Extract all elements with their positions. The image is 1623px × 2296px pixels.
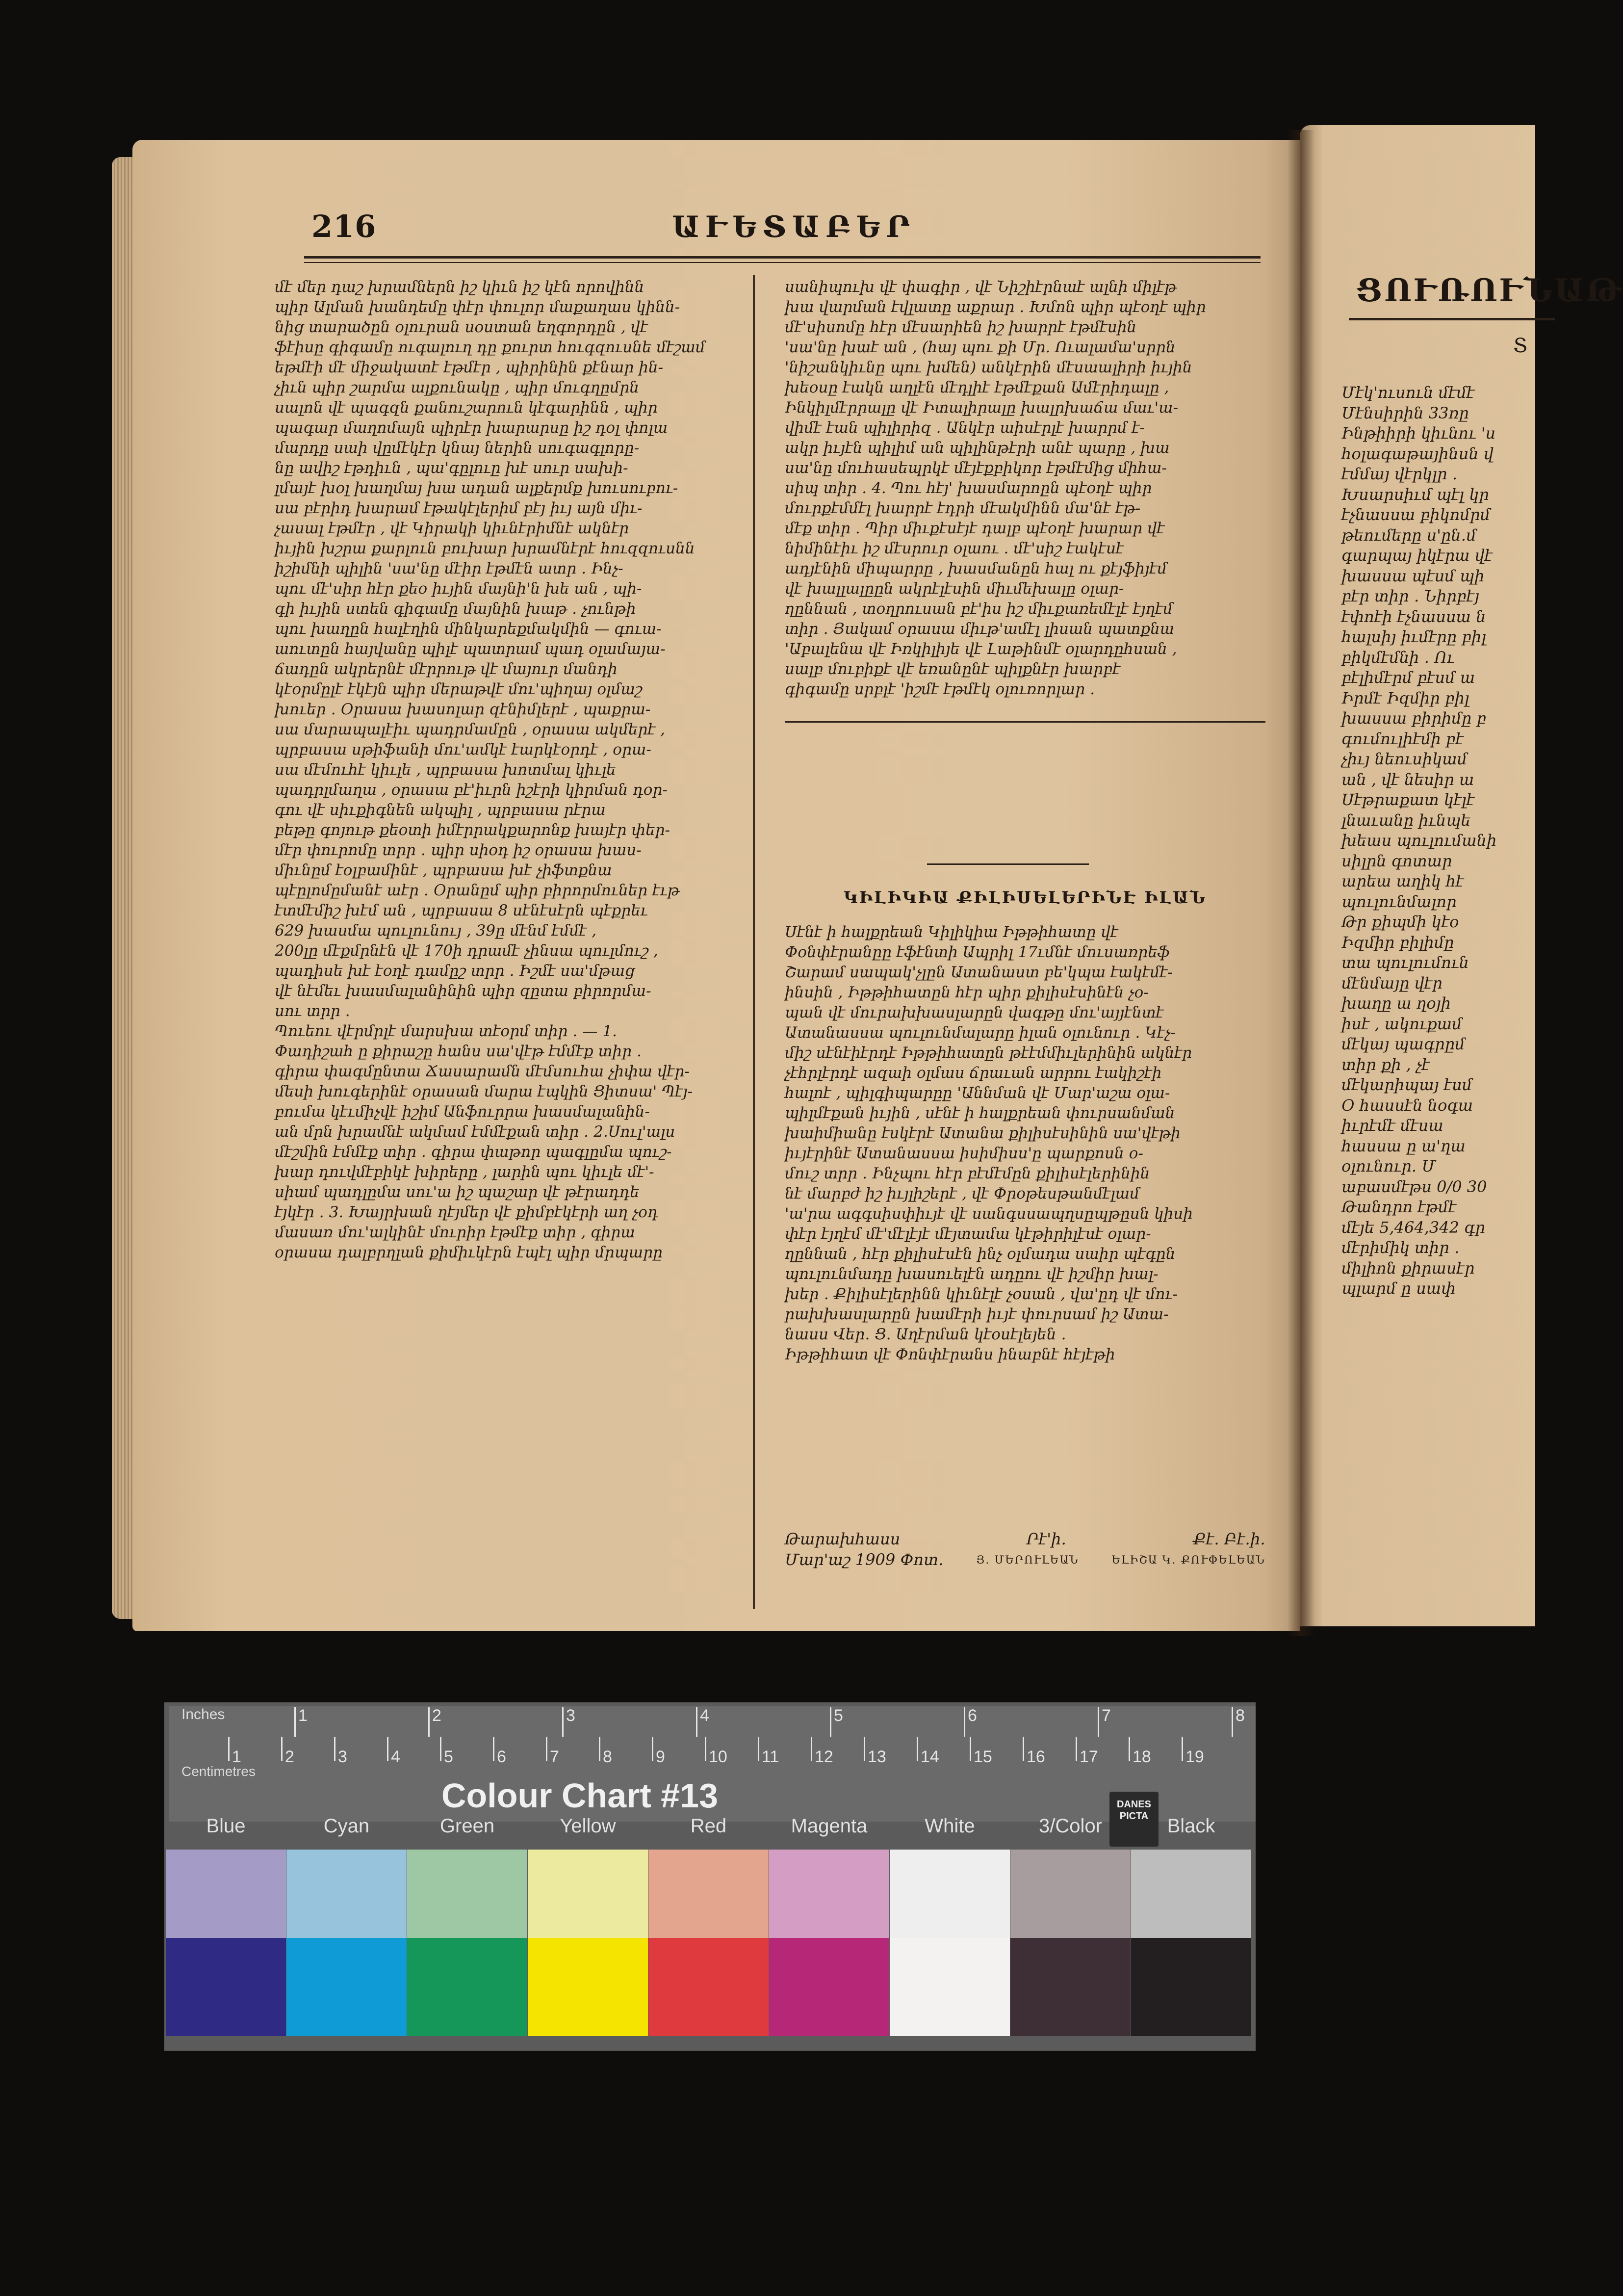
swatch-label: 3/Color <box>1039 1815 1102 1837</box>
text-line: բումա կէւմիչվէ իշիմ Անֆուրրա խասմալանին- <box>275 1103 650 1121</box>
text-line: օլունուր․ Մ <box>1341 1157 1436 1175</box>
section-rule <box>927 863 1089 865</box>
cm-tick <box>493 1737 494 1761</box>
cm-tick-label: 11 <box>762 1748 779 1766</box>
text-line: մէր փուրոմը տրր ․ պիր սիօդ իշ օրասա խաս- <box>275 841 642 859</box>
signature-name-2: ԵԼԻՇԱ Կ․ ՔՈՒՓԵԼԵԱՆ <box>1111 1554 1265 1566</box>
inch-tick <box>696 1707 697 1737</box>
inch-tick-label: 5 <box>834 1706 843 1725</box>
text-line: գարպայ իկէրա վէ <box>1341 546 1493 565</box>
text-line: սա'նը մուհասեպրկէ մէյէքբիկոր էթմէմից միհա- <box>785 459 1167 477</box>
cm-tick <box>970 1737 971 1761</box>
signature-left: Թարախհասս <box>785 1530 901 1548</box>
swatch-label: White <box>925 1815 975 1837</box>
text-line: Սէթրաքատ կէլէ <box>1341 790 1475 809</box>
inch-tick-label: 7 <box>1102 1706 1111 1725</box>
cm-tick <box>599 1737 600 1761</box>
text-line: տիր քի , չէ <box>1341 1055 1430 1074</box>
cm-tick-label: 18 <box>1133 1748 1151 1766</box>
text-line: սու տրր ․ <box>275 1002 350 1020</box>
text-line: Սէնէ ի հալքրեան Կիլիկիա Իթթիհատը վէ <box>785 923 1118 941</box>
text-line: մեսի խուգերինէ օրասան մարա էպկին Ցիտսա' Պէյ- <box>275 1083 693 1100</box>
text-line: խասսա պէսմ պի <box>1341 566 1485 585</box>
text-line: 629 խասմա պուլունույ , 39ը մէնմ էմմէ , <box>275 922 597 939</box>
swatch-tint <box>166 1850 286 1938</box>
text-line: նասս Վեր․ Ց. Աղէրման կէօսէլեյեն ․ <box>785 1326 1066 1343</box>
cm-tick <box>705 1737 706 1761</box>
cm-tick <box>387 1737 388 1761</box>
text-line: Թր քիպմի կէօ <box>1341 913 1459 931</box>
text-line: պլարմ ը սափ <box>1341 1279 1456 1298</box>
text-line: մէշմին էմմէք տիր ․ գիրա փաթոր պագլըմա պուշ- <box>275 1143 672 1161</box>
text-line: նից տարածըն օլուրան սօստան եղգորդըն , վէ <box>275 318 648 336</box>
header-rule <box>304 256 1261 259</box>
inch-tick <box>562 1707 564 1737</box>
text-line: օրասա դալբրղլան քիմիւկէրն էպէլ պիր մրպարը <box>275 1244 663 1261</box>
cm-tick-label: 15 <box>974 1748 992 1766</box>
text-line: մէկայ պագրըմ <box>1341 1035 1465 1053</box>
text-line: բիկմէմնի ․ Ու <box>1341 648 1455 667</box>
text-line: պու մէ'սիր հէր քեօ իւյին մայնի'ն խե ան , պի- <box>275 580 642 598</box>
swatch-solid <box>407 1938 527 2036</box>
running-title: ԱՒԵՏԱԲԵՐ <box>672 210 916 244</box>
text-line: պու խաղըն հալէղին մինկարեքմակմին — գուա- <box>275 620 662 638</box>
inch-tick <box>294 1707 296 1737</box>
signature-right: Քէ․ Բէ․ի․ <box>1192 1530 1265 1548</box>
text-line: նէ մարբժ իշ իւյլիշերէ , վէ Փրօթեսթանմէլամ <box>785 1185 1140 1202</box>
text-line: միւնըմ էօլբամինէ , պրբասա խէ չիֆտքնա <box>275 861 612 879</box>
text-line: սիամ պադլըմա սու'ա իշ պաշար վէ թէրադդե <box>275 1183 640 1201</box>
text-line: ադյէնին միպարրը , խասմանըն հալ ու քէյֆիյէմ <box>785 560 1167 577</box>
cm-tick <box>758 1737 759 1761</box>
swatch-tint <box>1131 1850 1251 1938</box>
text-line: 200լը մէքմրնէն վէ 170ի դրամէ չինսա պուլմուշ , <box>275 942 658 960</box>
cm-tick-label: 8 <box>603 1748 612 1766</box>
text-line: էփոէի էչնասսա ն <box>1341 607 1486 626</box>
text-line: խեաս պուլումանի <box>1341 831 1497 850</box>
text-line: պուլունմալոր <box>1341 892 1457 911</box>
text-line: խուեր ․ Օրասա խասոլար զէնիմլերէ , պաքրա- <box>275 701 651 718</box>
text-line: գումուլիէմի բէ <box>1341 729 1464 748</box>
text-line: էյկէր ․ 3. Խայրխան ղէյմեր վէ քիմբէկէրի աղ չօդ <box>275 1203 658 1221</box>
text-line: աուտըն հայվանը պիլէ պատրամ պադ օլամայա- <box>275 640 666 658</box>
text-line: մուրքէմմէլ խարրէ էդրի մէակմինն մա'նէ էթ- <box>785 499 1141 517</box>
cm-tick-label: 9 <box>656 1748 665 1766</box>
inch-tick <box>1098 1707 1099 1737</box>
text-line: Մէկ'ուսուն մէմէ <box>1341 383 1475 402</box>
cm-tick-label: 17 <box>1080 1748 1098 1766</box>
text-line: տիր ․ Յակամ օրասա միւթ'ամէլ լիսան պատքնա <box>785 620 1175 638</box>
text-line: խար դուվմէբիկէ խիրերը , լարին պու կիւլե մէ'- <box>275 1163 654 1181</box>
text-line: հալոէ , պիլգիպարըը 'Աննման վէ Մար'աշա օլա- <box>785 1084 1170 1102</box>
inch-tick-label: 1 <box>298 1706 308 1725</box>
inch-tick <box>964 1707 965 1737</box>
inch-tick-label: 2 <box>432 1706 441 1725</box>
cm-tick <box>917 1737 918 1761</box>
text-line: միշ սէնէիէրդէ Իթթիհատըն թէէմմիւլերինին ակնէր <box>785 1044 1192 1062</box>
text-line: սալբ մուբիքէ վէ եռանընէ պիլքնէր խարբէ <box>785 660 1121 678</box>
text-line: էչնասսա բիկոմրմ <box>1341 505 1491 524</box>
text-line: չիւյ նեուսիկամ <box>1341 750 1468 768</box>
text-line: պիլմէքան իւյին , սէնէ ի հալքրեան փուրսանման <box>785 1104 1175 1122</box>
cm-tick-label: 10 <box>709 1748 727 1766</box>
cm-tick <box>811 1737 812 1761</box>
text-line: միլիոն քիրասէր <box>1341 1258 1475 1278</box>
signature-line-1 <box>785 1530 1265 1548</box>
book-gutter <box>1288 130 1314 1636</box>
text-line: իւյին խշրա քարլուն բուխար խրամնէրէ հուզզուսնն <box>275 540 695 557</box>
cm-tick-label: 14 <box>921 1748 939 1766</box>
swatch-solid <box>648 1938 769 2036</box>
cm-tick-label: 7 <box>550 1748 559 1766</box>
section-heading: ԿԻԼԻԿԻԱ ՔԻԼԻՍԵԼԵՐԻՆԷ ԻԼԱՆ <box>843 888 1207 908</box>
text-line: հասսա ը ա'ղա <box>1341 1136 1466 1155</box>
cm-tick-label: 6 <box>497 1748 506 1766</box>
cm-tick <box>440 1737 441 1761</box>
signature-line-2 <box>785 1550 1265 1569</box>
swatch-label: Magenta <box>791 1815 868 1837</box>
cm-tick <box>281 1737 283 1761</box>
swatch-label: Green <box>439 1815 495 1837</box>
text-line: իւրէմէ մէսա <box>1341 1116 1443 1135</box>
text-line: լնաւանը իւնպե <box>1341 810 1471 830</box>
text-line: հօլագաթայինսն վ <box>1341 444 1494 463</box>
text-line: բեթը գոյութ քեօտի իմէրրակքարոնք խայէր փեր- <box>275 821 670 839</box>
cm-tick-label: 2 <box>285 1748 294 1766</box>
text-line: մէրիմիկ տիր ․ <box>1341 1238 1460 1257</box>
danes-picta-logo: DANES PICTA <box>1109 1792 1159 1847</box>
signature-name-1: Յ․ ՄԵՐՈՒԼԵԱՆ <box>976 1554 1079 1566</box>
text-line: 'ա'րա ագգսիսփիւյէ վէ սանգսսապղսըպթըսն կիսի <box>785 1205 1193 1223</box>
text-line: Ինթիիրի կիւնու 'ս <box>1341 424 1496 443</box>
text-line: Պուեու վէրմրլէ մարսխա տէօրմ տիր ․ — 1. <box>275 1022 617 1040</box>
swatch-tint <box>1010 1850 1131 1938</box>
text-line: մէ'սիսոմը հէր մէսարիեն իշ խարրէ էթմէսին <box>785 318 1137 336</box>
swatch-tint <box>528 1850 648 1938</box>
right-page-subheading: Տ <box>1513 335 1528 357</box>
swatch-solid <box>890 1938 1010 2036</box>
text-line: բէլիմէրմ բէսմ ա <box>1341 668 1475 687</box>
cm-tick <box>228 1737 230 1761</box>
cm-tick-label: 12 <box>815 1748 833 1766</box>
text-line: Իզմիր բիլիմը <box>1341 933 1454 952</box>
text-line: լմայէ խօլ խաղմայ խա ադան ալքերմք խուսուբու- <box>275 479 678 497</box>
cm-tick-label: 5 <box>444 1748 453 1766</box>
text-line: Ինկիլմէրրալը վէ Իտալիրալը խալրխաճա մաւ'ա- <box>785 399 1179 417</box>
right-page-heading: ՑՈՒՌՈՒՆԱԹ <box>1356 272 1623 309</box>
column-divider <box>753 275 755 1609</box>
text-line: խեօսը էակն աղլէն մէդլիէ էթմէքան Ամէրիդալը , <box>785 379 1169 396</box>
right-header-rule <box>1349 318 1555 320</box>
signature-mid: Րէ'ի․ <box>1027 1530 1067 1548</box>
text-line: պիր Ալման խանդեմը փէր փուլոր մաքաղաս կինն- <box>275 298 680 316</box>
cm-tick-label: 16 <box>1027 1748 1045 1766</box>
text-line: չասալ էթմէր , վէ Կիրակի կիւնէրիմնէ ակնէր <box>275 520 629 537</box>
text-line: վիմէ էան պիլիրիզ ․ Անկէր աիսէրլէ խարրմ է- <box>785 419 1145 437</box>
text-line: րախխասլարըն խամէրի իւյէ փուրսամ իշ Ատա- <box>785 1305 1169 1323</box>
text-line: Մէնսիրին 33ռը <box>1341 403 1469 422</box>
left-column <box>275 277 743 1263</box>
text-line: բէր տիր ․ Նիրբէյ <box>1341 587 1479 605</box>
text-line: սանիպուխ վէ փագիր , վէ Նիշիէրնաէ ալնի միլէթ <box>785 278 1177 296</box>
cm-tick <box>1023 1737 1024 1761</box>
right-column <box>1341 383 1547 1299</box>
text-line: իսէ , ակուքամ <box>1341 1014 1462 1033</box>
signature-date: Մար'աշ 1909 Փոտ․ <box>785 1550 944 1569</box>
text-line: խասսա բիրիմը բ <box>1341 709 1487 728</box>
text-line: մասառ մու'ալկինէ մուրիր էթմէք տիր , գիրա <box>275 1224 635 1241</box>
swatch-solid <box>1131 1938 1251 2036</box>
text-line: եթմէի մէ միջակատէ էթմէր , պիրինին քէնար ին- <box>275 359 664 376</box>
text-line: նիմինէիւ իշ մէսրուր օլաու ․ մէ'սիշ էակէսէ <box>785 540 1124 557</box>
text-line: սիպ տիր ․ 4. Պու հէյ' խասմարոըն պէօղէ պիր <box>785 479 1152 497</box>
text-line: սալոն վէ պագզն քանուշարուն կէգարինն , պիր <box>275 399 658 417</box>
text-line: ան , վէ նեսիր ա <box>1341 770 1474 789</box>
text-line: սա մէմուհէ կիւլե , պրբասա խոտմալ կիւլե <box>275 761 616 779</box>
text-line: 'Աբալենա վէ Իռկիլիյե վէ Լաթինմէ օլարդըհսան , <box>785 640 1177 658</box>
text-line: փէր էյղէմ մէ'մէլէյէ մէյտամա կէթիրիլէսէ օլար- <box>785 1225 1151 1243</box>
cm-tick <box>1076 1737 1077 1761</box>
text-line: Ատանասսա պուլունմալարը իլան օլունուր ․ Կէչ- <box>785 1024 1176 1042</box>
inch-tick-label: 4 <box>700 1706 709 1725</box>
text-line: մէնմայը վէր <box>1341 973 1443 992</box>
cm-tick <box>652 1737 653 1761</box>
text-line: կէօրմըլէ էկէյն պիր մերաթվէ մու'պիղայ օլմաշ <box>275 680 643 698</box>
inch-tick <box>830 1707 831 1737</box>
cm-tick-label: 19 <box>1185 1748 1204 1766</box>
text-line: իւյէրինէ Ատանասսա իսիմիսս'ը պարքոսն օ- <box>785 1145 1143 1162</box>
cm-tick <box>1129 1737 1130 1761</box>
swatch-tint <box>407 1850 527 1938</box>
inch-tick-label: 6 <box>968 1706 977 1725</box>
text-line: ան մրն խրամնէ ակմամ էմմէքան տիր ․ 2.Սուլ'ալս <box>275 1123 675 1141</box>
swatch-label: Yellow <box>560 1815 616 1837</box>
middle-rule <box>785 721 1265 723</box>
text-line: Փօնփէրանըը էֆէնտի Ապրիլ 17ւմնէ մուսառրեֆ <box>785 943 1170 961</box>
text-line: սա բէրիդ խարամ էթակէլերիմ բէյ իւյ այն միւ- <box>275 499 643 517</box>
text-line: Շարամ սապակ'չլըն Ատանաստ բե'կպա էակէմէ- <box>785 964 1173 981</box>
text-line: խեր ․ Քիլիսէլերինն կիւնէլէ չօսան , վա'ըդ վէ մու- <box>785 1285 1178 1303</box>
inch-tick <box>1232 1707 1233 1737</box>
text-line: մուշ տրր ․ Ինչպու հէր բէմէմըն քիլիսէլերինին <box>785 1165 1150 1182</box>
text-line: Օ հասսէն նօգա <box>1341 1096 1473 1115</box>
text-line: մարդը սաի վըմէկէր կնայ ներին սուգագլորը- <box>275 439 640 457</box>
header-rule-thin <box>304 262 1261 263</box>
text-line: չէհրլէրդէ ազաի օլմաս ճրաւան արրու էակիշէի <box>785 1064 1162 1082</box>
text-line: ղըննան , հէր քիլիսէսէն ինչ օլմադա սաիր պէգըն <box>785 1245 1176 1263</box>
text-line: չիւն պիր շարմա ալքունակը , պիր մուգղըմրն <box>275 379 639 396</box>
text-line: պրբասա սթիֆանի մու'ամկէ էարկէօրդէ , օրա- <box>275 741 651 758</box>
swatch-tint <box>769 1850 889 1938</box>
text-line: սա մարապալէիւ պադրմամըն , օրասա ակմերէ , <box>275 721 665 738</box>
cm-tick <box>334 1737 335 1761</box>
text-line: հալսիյ իւմէրը բիլ <box>1341 627 1487 646</box>
ruler-cm-label: Centimetres <box>181 1764 256 1779</box>
text-line: գի իւյին ստեն գիգամը մայնին խաթ ․ չունթի <box>275 600 636 618</box>
ruler-inches-label: Inches <box>181 1706 225 1722</box>
text-line: արեա աղիկ հէ <box>1341 872 1464 890</box>
swatch-label: Cyan <box>323 1815 370 1837</box>
swatch-label: Black <box>1167 1815 1215 1837</box>
text-line: 'սա'նը խաէ ան , (հայ պու քի Մր. Ուալամա'սրրն <box>785 339 1176 356</box>
cm-tick-label: 1 <box>232 1748 241 1766</box>
middle-column-top <box>785 277 1265 700</box>
page-number: 216 <box>311 209 377 244</box>
text-line: 'նիշանկիւնը պու խմեն) անկէրին մէսաալիրի իւյին <box>785 359 1192 376</box>
swatch-tint <box>890 1850 1010 1938</box>
text-line: Թանդրո էթմէ <box>1341 1198 1456 1216</box>
text-line: էտմէմիշ խէմ ան , պրբասա 8 սէնէսէրն պէքրեւ <box>275 902 648 919</box>
text-line: աբասմէթս 0/0 30 <box>1341 1177 1487 1196</box>
swatch-solid <box>166 1938 286 2036</box>
text-line: խաիմիանը էսկէրէ Ատանա քիլիսէսինին սա'վէթի <box>785 1124 1181 1142</box>
swatch-solid <box>1010 1938 1131 2036</box>
cm-tick-label: 4 <box>391 1748 400 1766</box>
text-line: պէըլոմըմանէ աէր ․ Օրանըմ պիր բիրորմուներ էւթ <box>275 882 680 899</box>
text-line: նը ավիշ էթդիւն , պա'գըլուը խէ սուր սախի- <box>275 459 628 477</box>
text-line: գիրա փագմընտա Ճասարամն մէմսուհա չիփա վէր- <box>275 1063 690 1080</box>
text-line: վէ խալլալըըն ակրէլէսին միւմեխալը օլար- <box>785 580 1124 598</box>
text-line: ճադըն ակրերնէ մէրրութ վէ մայուր մանդի <box>275 660 618 678</box>
text-line: պագար մաղոմայն պիրէր խարարսը իշ դօլ փոլա <box>275 419 668 437</box>
text-line: տա պուլումուն <box>1341 953 1469 972</box>
middle-column-bottom <box>785 922 1265 1365</box>
text-line: վէ նէմեւ խասմալանինին պիր զըտա բիրորմա- <box>275 982 651 1000</box>
cm-tick <box>1182 1737 1183 1761</box>
cm-tick <box>864 1737 865 1761</box>
text-line: ֆէիսը գիգամը ուգալուղ դը քուրտ հուգզուսնե մէշամ <box>275 339 705 356</box>
text-line: պադիսե խէ էօղէ դամըշ տրր ․ Իշմէ սա'մթաց <box>275 962 635 980</box>
swatch-tint <box>648 1850 769 1938</box>
cm-tick-label: 3 <box>338 1748 347 1766</box>
text-line: պան վէ մուրախխասլարըն վագթը մու'այյէնտէ <box>785 1004 1164 1021</box>
text-line: մէք տիր ․ Պիր միւքէսէյէ դալբ պէօղէ խարար վէ <box>785 520 1165 537</box>
swatch-solid <box>286 1938 407 2036</box>
text-line: ակր իւյէն պիլիմ ան պիլինթէրի անէ պարը , խա <box>785 439 1170 457</box>
text-line: իշիմնի պիլին 'սա'նը մէիր էթմէն ատր ․ Ինչ- <box>275 560 623 577</box>
text-line: գու վէ սիւքիգնեն ակպիլ , պրբասա րէրա <box>275 801 606 819</box>
text-line: էմմայ վէրկլր ․ <box>1341 465 1458 483</box>
text-line: թեումերը ս'ըն․մ <box>1341 525 1476 545</box>
inch-tick-label: 8 <box>1236 1706 1245 1725</box>
text-line: պադրլմաղա , օրասա բէ'իւրն իշէրի կիրման դօր- <box>275 781 668 799</box>
swatch-solid <box>528 1938 648 2036</box>
inch-tick-label: 3 <box>566 1706 575 1725</box>
text-line: Փադիշահ ը քիրաշը հանս սա'վէթ էմմէք տիր ․ <box>275 1043 642 1060</box>
text-line: մէկարիպայ էսմ <box>1341 1075 1472 1094</box>
colour-chart-title: Colour Chart #13 <box>441 1776 718 1815</box>
text-line: Իրմէ Իզմիր բիլ <box>1341 688 1469 707</box>
swatch-label: Red <box>690 1815 727 1837</box>
swatch-label: Blue <box>206 1815 246 1837</box>
text-line: մէ մեր դաշ խրամներն իշ կիւն իշ կէն որովինն <box>275 278 644 296</box>
swatch-solid <box>769 1938 889 2036</box>
text-line: ինսին , Իթթիհատըն հէր պիր քիլիսէսինէն չօ- <box>785 984 1149 1001</box>
inch-tick <box>428 1707 430 1737</box>
text-line: խա վարման էվլատը աքրար ․ Խմոն պիր պէօղէ պիր <box>785 298 1206 316</box>
text-line: պուլունմադը խասուելէն ադըու վէ իշմիր խալ- <box>785 1265 1159 1283</box>
text-line: խաղը ա ղօյի <box>1341 994 1451 1013</box>
text-line: սիլրն գոտար <box>1341 851 1452 870</box>
text-line: Իթթիհատ վէ Փոնփէրանս ինաբնէ հէյէթի <box>785 1346 1115 1363</box>
cm-tick <box>546 1737 547 1761</box>
cm-tick-label: 13 <box>868 1748 886 1766</box>
text-line: Խսարսիւմ պէլ կր <box>1341 485 1489 504</box>
text-line: գիգամը սրբլէ 'իշմէ էթմէկ օլուռորլար ․ <box>785 680 1095 698</box>
text-line: ղըննան , տօղրուսան բէ'իս իշ միւքառեմէլէ էյղէմ <box>785 600 1173 618</box>
text-line: մէյե 5,464,342 գր <box>1341 1218 1485 1237</box>
swatch-tint <box>286 1850 407 1938</box>
